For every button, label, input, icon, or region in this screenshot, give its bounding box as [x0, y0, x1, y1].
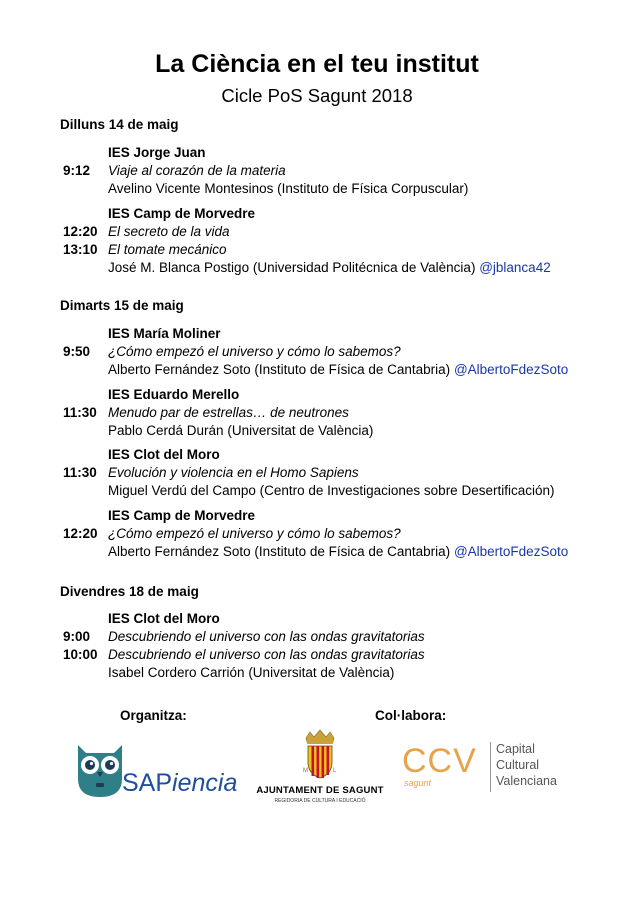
page-title: La Ciència en el teu institut: [155, 50, 479, 78]
speaker-name: Pablo Cerdá Durán (Universitat de València): [108, 423, 374, 438]
speaker-name: Alberto Fernández Soto (Instituto de Física de Cantabria): [108, 362, 451, 377]
school-name: IES Clot del Moro: [108, 447, 220, 462]
ccv-tag: sagunt: [404, 778, 432, 788]
session-time: 10:00: [63, 647, 98, 662]
ccv-line3: Valenciana: [496, 774, 557, 788]
school-name: IES Eduardo Merello: [108, 387, 240, 402]
colabora-label: Col·labora:: [375, 708, 447, 723]
ajuntament-sagunt-logo: [255, 728, 385, 808]
organiza-label: Organitza:: [120, 708, 187, 723]
sapiencia-logo: [72, 737, 237, 807]
sapiencia-sap-text: SAP: [122, 769, 173, 797]
speaker-line: [108, 483, 554, 498]
school-name: IES Clot del Moro: [108, 611, 220, 626]
talk-title: ¿Cómo empezó el universo y cómo lo sabemos?: [108, 526, 401, 541]
talk-title: Descubriendo el universo con las ondas gravitatorias: [108, 647, 425, 662]
page-subtitle: Cicle PoS Sagunt 2018: [221, 85, 413, 106]
session-time: 13:10: [63, 242, 98, 257]
ccv-logo: [400, 740, 570, 795]
ajuntament-name: AJUNTAMENT DE SAGUNT: [256, 785, 384, 796]
twitter-handle-link[interactable]: @AlbertoFdezSoto: [453, 544, 569, 559]
svg-text:L: L: [333, 768, 337, 774]
speaker-name: Alberto Fernández Soto (Instituto de Física de Cantabria): [108, 544, 451, 559]
twitter-handle-link[interactable]: @jblanca42: [479, 260, 551, 275]
ccv-divider: [490, 742, 491, 792]
sapiencia-iencia-text: iencia: [172, 769, 238, 797]
talk-title: El secreto de la vida: [108, 224, 230, 239]
talk-title: Menudo par de estrellas… de neutrones: [108, 405, 349, 420]
ccv-line2: Cultural: [496, 758, 540, 772]
session-time: 12:20: [63, 526, 98, 541]
ajuntament-subtitle: REGIDORIA DE CULTURA I EDUCACIÓ: [274, 798, 366, 804]
school-name: IES Jorge Juan: [108, 145, 206, 160]
ccv-letters: CCV: [402, 742, 477, 780]
speaker-name: Avelino Vicente Montesinos (Instituto de Física Corpuscular): [108, 181, 469, 196]
talk-title: El tomate mecánico: [108, 242, 227, 257]
speaker-line: [108, 665, 394, 680]
school-name: IES Camp de Morvedre: [108, 508, 256, 523]
speaker-name: Miguel Verdú del Campo (Centro de Investigaciones sobre Desertificación): [108, 483, 555, 498]
speaker-name: José M. Blanca Postigo (Universidad Politécnica de València): [108, 260, 476, 275]
svg-text:M: M: [303, 768, 308, 774]
speaker-line: [108, 181, 468, 196]
talk-title: Viaje al corazón de la materia: [108, 163, 286, 178]
school-name: IES Camp de Morvedre: [108, 206, 256, 221]
session-time: 9:12: [63, 163, 91, 178]
talk-title: ¿Cómo empezó el universo y cómo lo sabemos?: [108, 344, 401, 359]
school-name: IES María Moliner: [108, 326, 221, 341]
session-time: 11:30: [63, 405, 97, 420]
speaker-line: [108, 423, 373, 438]
speaker-line: [108, 260, 551, 275]
speaker-name: Isabel Cordero Carrión (Universitat de València): [108, 665, 395, 680]
talk-title: Descubriendo el universo con las ondas gravitatorias: [108, 629, 425, 644]
owl-icon: [72, 739, 128, 801]
speaker-line: [108, 544, 568, 559]
speaker-line: [108, 362, 568, 377]
talk-title: Evolución y violencia en el Homo Sapiens: [108, 465, 359, 480]
day-heading: Divendres 18 de maig: [60, 584, 199, 599]
session-time: 9:00: [63, 629, 91, 644]
session-time: 11:30: [63, 465, 97, 480]
ccv-line1: Capital: [496, 742, 535, 756]
session-time: 9:50: [63, 344, 91, 359]
twitter-handle-link[interactable]: @AlbertoFdezSoto: [453, 362, 569, 377]
day-heading: Dimarts 15 de maig: [60, 298, 184, 313]
day-heading: Dilluns 14 de maig: [60, 117, 179, 132]
session-time: 12:20: [63, 224, 98, 239]
crown-shield-icon: [300, 728, 340, 780]
